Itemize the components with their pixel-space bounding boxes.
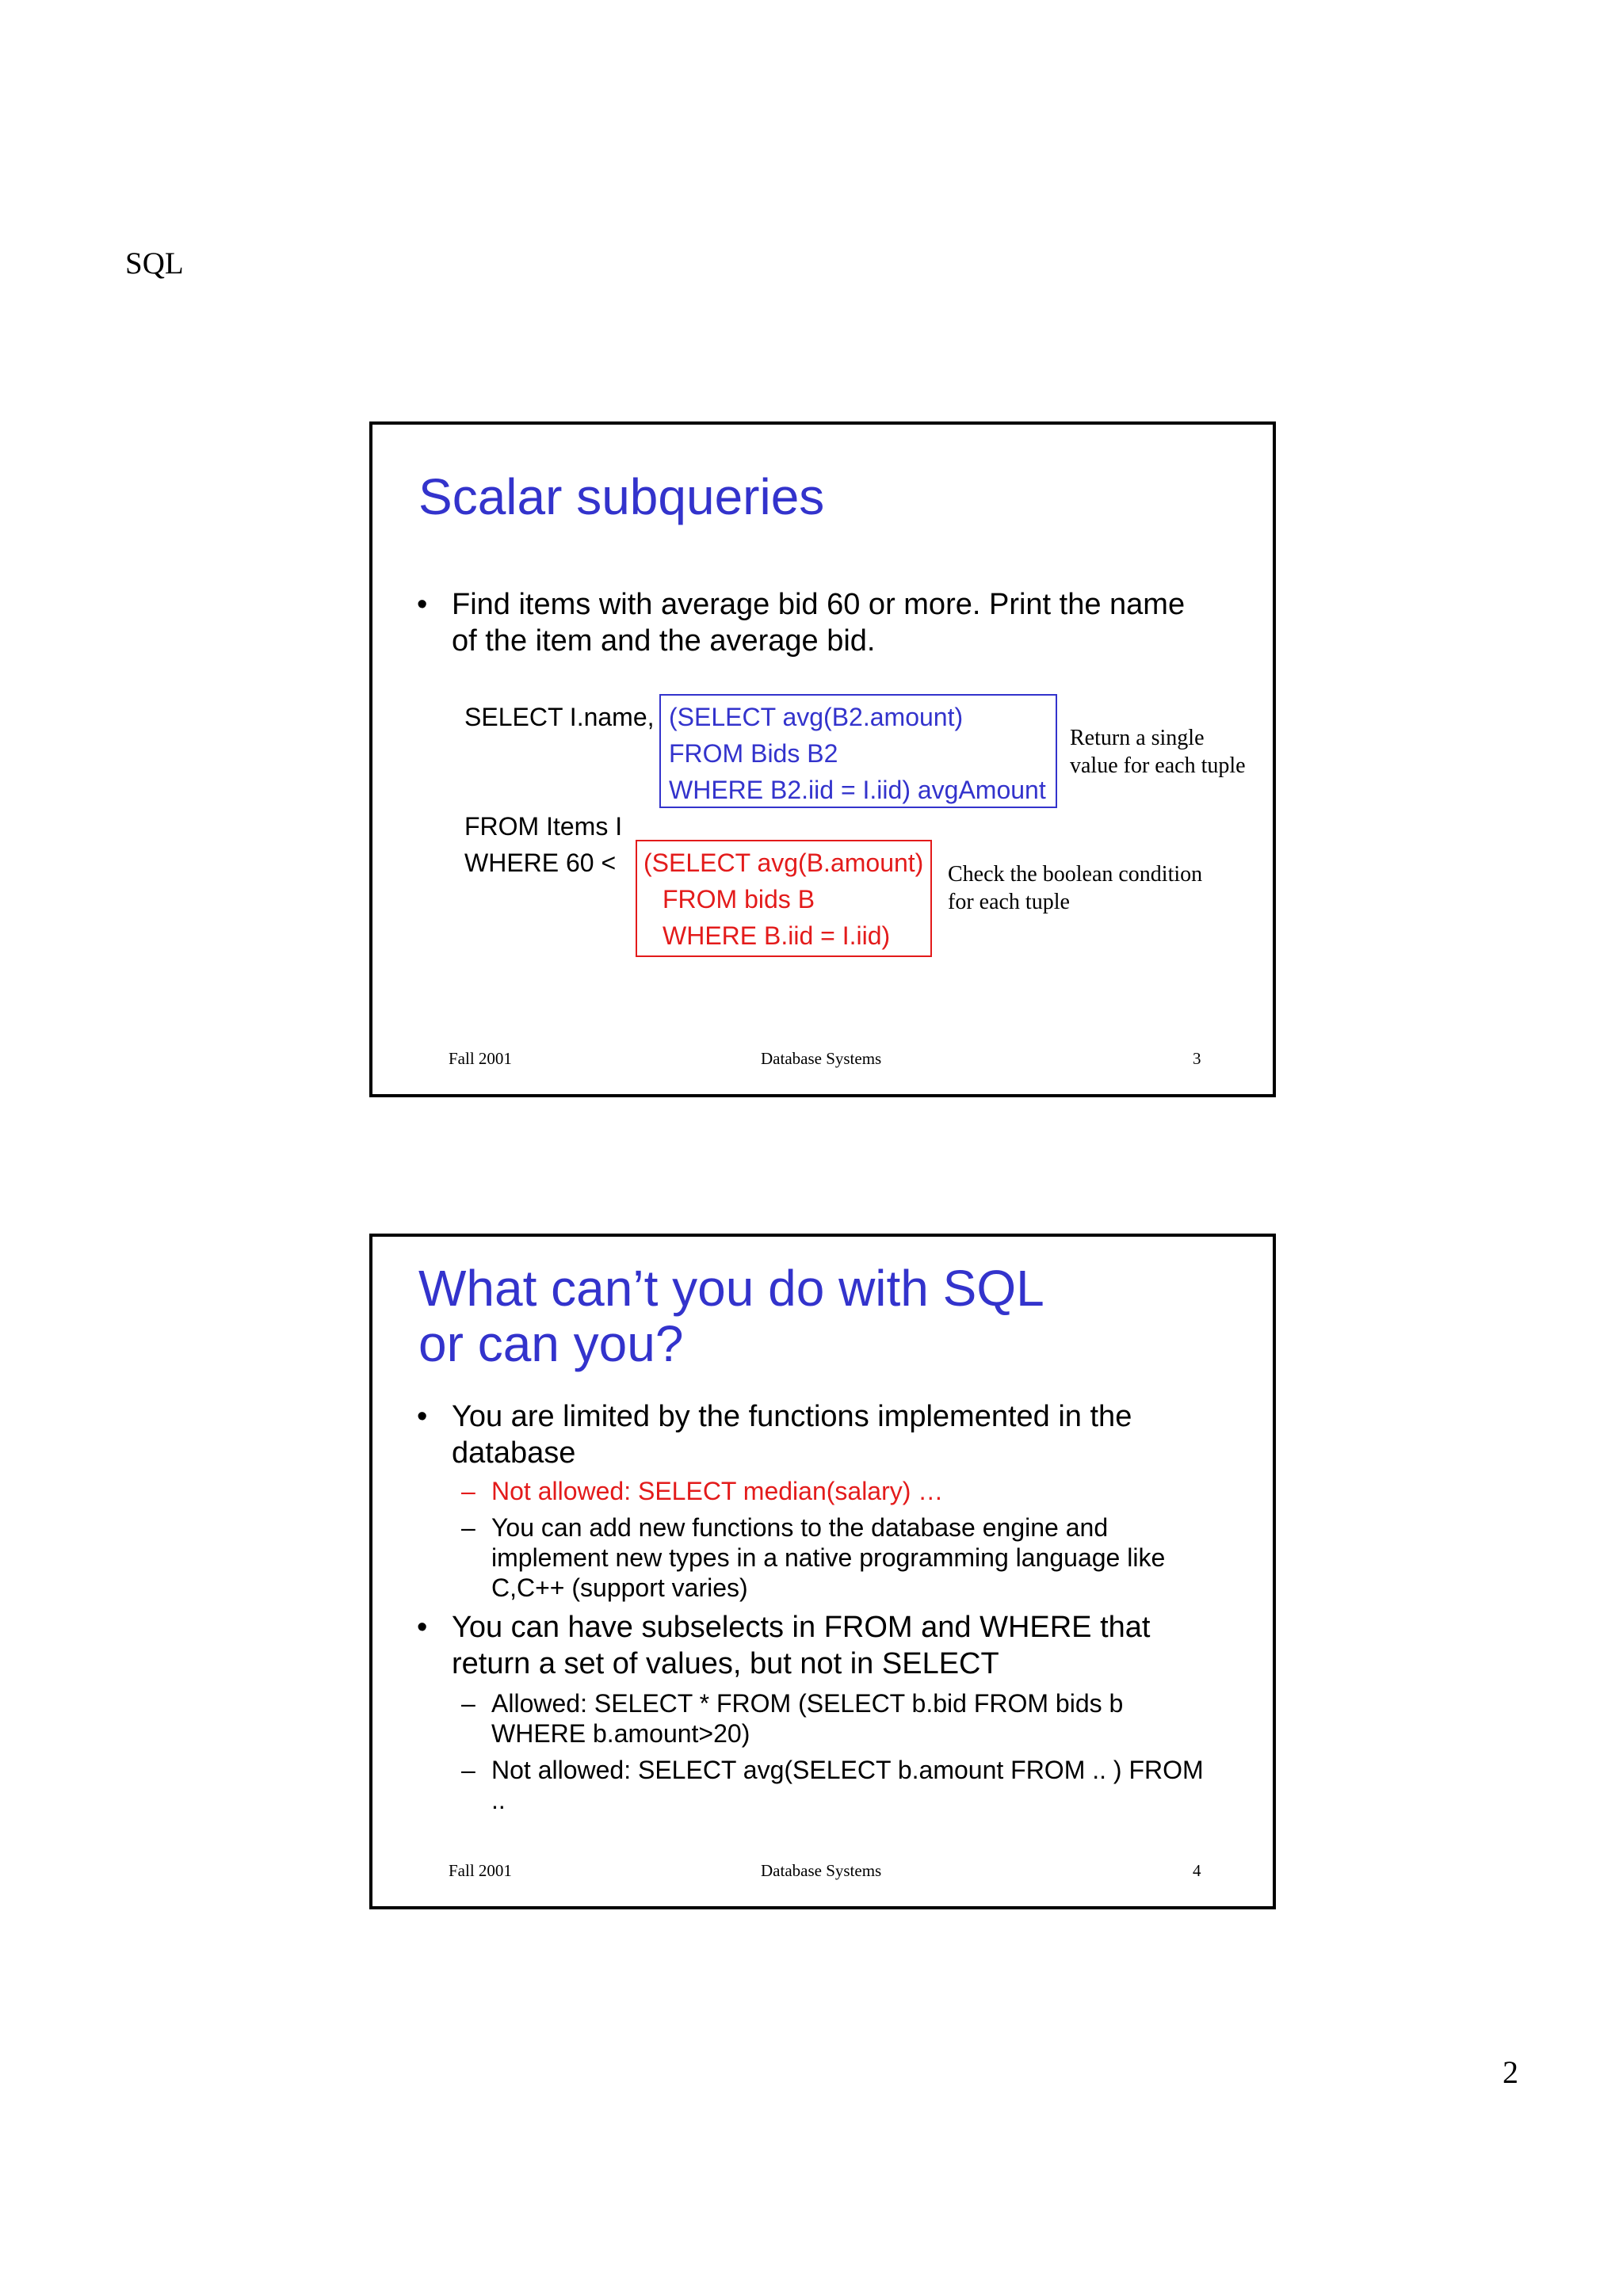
subquery-line: WHERE B2.iid = I.iid) avgAmount	[669, 776, 1046, 804]
sub-bullet-line: implement new types in a native programming language like	[491, 1543, 1166, 1572]
bullet-line: database	[452, 1436, 576, 1470]
footer-date: Fall 2001	[449, 1861, 512, 1880]
slide-sql-limitations	[369, 1234, 1276, 1909]
slide-title: or can you?	[418, 1315, 684, 1372]
subquery-line: WHERE B.iid = I.iid)	[663, 921, 891, 950]
bullet-marker: •	[417, 588, 428, 621]
footer-course: Database Systems	[761, 1049, 882, 1068]
not-allowed-example: Not allowed: SELECT median(salary) …	[491, 1477, 944, 1505]
bullet-line: You are limited by the functions implemented in the	[452, 1400, 1132, 1433]
bullet-marker: •	[417, 1400, 428, 1433]
page-header: SQL	[125, 246, 184, 280]
bullet-marker: •	[417, 1611, 428, 1644]
sub-bullet-line: ..	[491, 1786, 506, 1814]
footer-slide-number: 3	[1193, 1049, 1201, 1068]
bullet-line: You can have subselects in FROM and WHERE that	[452, 1611, 1151, 1644]
sub-bullet-line: You can add new functions to the database engine and	[491, 1513, 1109, 1542]
subquery-line: (SELECT avg(B.amount)	[643, 849, 924, 877]
annotation-line: value for each tuple	[1070, 753, 1246, 778]
subquery-line: FROM Bids B2	[669, 739, 838, 768]
dash-marker: –	[461, 1689, 475, 1718]
page-number: 2	[1503, 2054, 1518, 2090]
annotation-line: Return a single	[1070, 726, 1205, 750]
bullet-line: Find items with average bid 60 or more. Print the name	[452, 588, 1186, 621]
subquery-line: (SELECT avg(B2.amount)	[669, 703, 964, 731]
sub-bullet-line: C,C++ (support varies)	[491, 1573, 748, 1602]
dash-marker: –	[461, 1477, 475, 1505]
sub-bullet-line: WHERE b.amount>20)	[491, 1719, 750, 1748]
code-from: FROM Items I	[464, 812, 623, 841]
bullet-line: return a set of values, but not in SELECT	[452, 1647, 999, 1680]
annotation-line: for each tuple	[948, 890, 1070, 914]
footer-slide-number: 4	[1193, 1861, 1201, 1880]
sub-bullet-line: Allowed: SELECT * FROM (SELECT b.bid FROM bids b	[491, 1689, 1124, 1718]
annotation-line: Check the boolean condition	[948, 862, 1203, 887]
bullet-line: of the item and the average bid.	[452, 624, 876, 658]
slide-title: Scalar subqueries	[418, 468, 825, 525]
slide-title: What can’t you do with SQL	[418, 1260, 1044, 1317]
sub-bullet-line: Not allowed: SELECT avg(SELECT b.amount FROM .. ) FROM	[491, 1756, 1204, 1784]
dash-marker: –	[461, 1756, 475, 1784]
subquery-line: FROM bids B	[663, 885, 815, 913]
slide-scalar-subqueries	[369, 421, 1276, 1097]
code-where: WHERE 60 <	[464, 849, 617, 877]
code-select: SELECT I.name,	[464, 703, 655, 731]
dash-marker: –	[461, 1513, 475, 1542]
footer-date: Fall 2001	[449, 1049, 512, 1068]
footer-course: Database Systems	[761, 1861, 882, 1880]
